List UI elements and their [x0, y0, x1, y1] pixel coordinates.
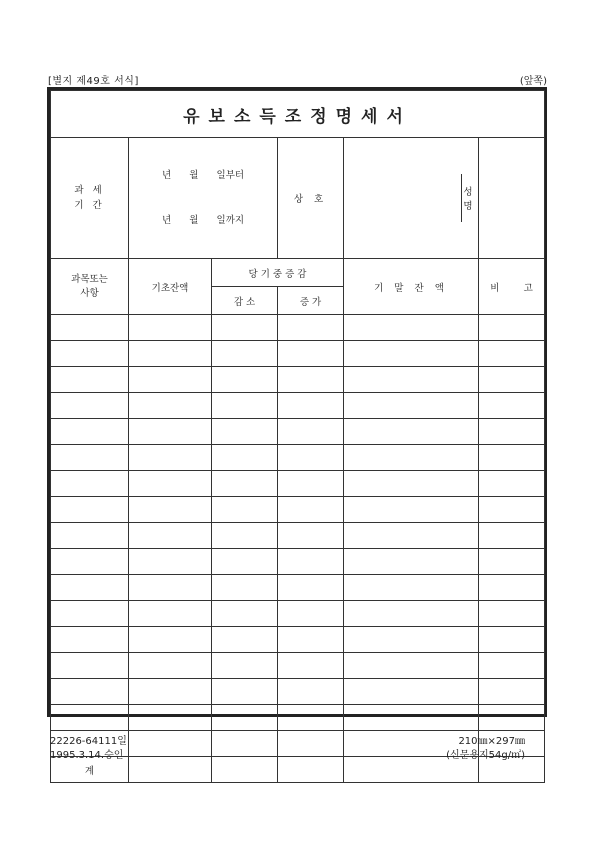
cell-increase[interactable]: [278, 341, 344, 367]
cell-closing[interactable]: [344, 653, 479, 679]
table-row: [51, 341, 545, 367]
cell-closing[interactable]: [344, 601, 479, 627]
cell-opening[interactable]: [129, 549, 212, 575]
cell-opening[interactable]: [129, 445, 212, 471]
cell-closing[interactable]: [344, 705, 479, 731]
cell-decrease[interactable]: [212, 471, 278, 497]
cell-decrease[interactable]: [212, 627, 278, 653]
cell-opening[interactable]: [129, 731, 212, 757]
cell-closing[interactable]: [344, 627, 479, 653]
cell-item[interactable]: [51, 601, 129, 627]
cell-opening[interactable]: [129, 341, 212, 367]
col-closing-header: 기 말 잔 액: [344, 259, 479, 315]
cell-increase[interactable]: [278, 419, 344, 445]
cell-closing[interactable]: [344, 471, 479, 497]
cell-opening[interactable]: [129, 315, 212, 341]
cell-opening[interactable]: [129, 679, 212, 705]
col-increase-header: 증 가: [278, 287, 344, 315]
cell-closing[interactable]: [344, 523, 479, 549]
table-row: [51, 393, 545, 419]
cell-closing[interactable]: [344, 315, 479, 341]
footer-right: [446, 735, 525, 763]
cell-closing[interactable]: [344, 497, 479, 523]
cell-item[interactable]: [51, 471, 129, 497]
cell-item[interactable]: [51, 315, 129, 341]
approval-date: 1995.3.14.승인: [50, 750, 124, 761]
cell-remarks[interactable]: [479, 653, 545, 679]
cell-increase[interactable]: [278, 627, 344, 653]
cell-opening[interactable]: [129, 653, 212, 679]
cell-item[interactable]: [51, 549, 129, 575]
table-row: [51, 653, 545, 679]
cell-increase[interactable]: [278, 315, 344, 341]
footer-left: [50, 735, 127, 763]
cell-closing[interactable]: [344, 549, 479, 575]
cell-opening[interactable]: [129, 523, 212, 549]
cell-item[interactable]: [51, 523, 129, 549]
table-row: [51, 315, 545, 341]
page-side-label: (앞쪽): [519, 76, 547, 87]
cell-remarks[interactable]: [479, 445, 545, 471]
cell-item[interactable]: [51, 653, 129, 679]
company-label: 상 호: [278, 138, 344, 259]
cell-remarks[interactable]: [479, 575, 545, 601]
cell-opening[interactable]: [129, 601, 212, 627]
total-opening[interactable]: [129, 757, 212, 783]
cell-closing[interactable]: [344, 679, 479, 705]
period-label: [51, 138, 129, 259]
cell-decrease[interactable]: [212, 315, 278, 341]
cell-remarks[interactable]: [479, 341, 545, 367]
cell-opening[interactable]: [129, 627, 212, 653]
table-row: [51, 471, 545, 497]
cell-item[interactable]: [51, 367, 129, 393]
name-value[interactable]: [479, 138, 545, 259]
cell-closing[interactable]: [344, 367, 479, 393]
cell-increase[interactable]: [278, 653, 344, 679]
cell-increase[interactable]: [278, 445, 344, 471]
col-opening-header: 기초잔액: [129, 259, 212, 315]
cell-decrease[interactable]: [212, 679, 278, 705]
cell-opening[interactable]: [129, 705, 212, 731]
paper-size: 210㎜×297㎜: [458, 736, 525, 747]
table-row: [51, 445, 545, 471]
cell-closing[interactable]: [344, 575, 479, 601]
table-row: [51, 497, 545, 523]
cell-opening[interactable]: [129, 419, 212, 445]
cell-increase[interactable]: [278, 497, 344, 523]
cell-increase[interactable]: [278, 679, 344, 705]
period-value: [129, 138, 278, 259]
cell-closing[interactable]: [344, 393, 479, 419]
cell-item[interactable]: [51, 497, 129, 523]
cell-increase[interactable]: [278, 367, 344, 393]
col-remarks-header: 비 고: [479, 259, 545, 315]
table-row: [51, 601, 545, 627]
total-increase[interactable]: [278, 757, 344, 783]
table-row: [51, 627, 545, 653]
cell-decrease[interactable]: [212, 497, 278, 523]
cell-remarks[interactable]: [479, 367, 545, 393]
table-row: [51, 705, 545, 731]
cell-decrease[interactable]: [212, 341, 278, 367]
table-row: [51, 575, 545, 601]
cell-remarks[interactable]: [479, 393, 545, 419]
name-label: 성 명: [463, 187, 477, 212]
company-value[interactable]: [344, 174, 462, 222]
table-row: [51, 549, 545, 575]
cell-decrease[interactable]: [212, 575, 278, 601]
cell-decrease[interactable]: [212, 419, 278, 445]
period-label-line2: 기 간: [74, 200, 105, 211]
cell-increase[interactable]: [278, 575, 344, 601]
period-label-line1: 과 세: [74, 185, 105, 196]
cell-item[interactable]: [51, 445, 129, 471]
paper-type: (신문용지54g/㎡): [446, 750, 525, 761]
col-change-header: 당 기 중 증 감: [212, 259, 344, 287]
table-row: [51, 679, 545, 705]
cell-decrease[interactable]: [212, 653, 278, 679]
cell-item[interactable]: [51, 393, 129, 419]
cell-item[interactable]: [51, 575, 129, 601]
table-row: [51, 523, 545, 549]
cell-closing[interactable]: [344, 445, 479, 471]
period-to: 년 월 일까지: [161, 215, 245, 226]
cell-item[interactable]: [51, 419, 129, 445]
cell-opening[interactable]: [129, 575, 212, 601]
cell-increase[interactable]: [278, 705, 344, 731]
form-number: [별지 제49호 서식]: [48, 76, 139, 87]
cell-remarks[interactable]: [479, 549, 545, 575]
cell-remarks[interactable]: [479, 497, 545, 523]
cell-decrease[interactable]: [212, 705, 278, 731]
cell-item[interactable]: [51, 341, 129, 367]
cell-decrease[interactable]: [212, 731, 278, 757]
cell-increase[interactable]: [278, 601, 344, 627]
cell-opening[interactable]: [129, 471, 212, 497]
cell-decrease[interactable]: [212, 523, 278, 549]
form-code: 22226-64111일: [50, 736, 127, 747]
total-decrease[interactable]: [212, 757, 278, 783]
cell-decrease[interactable]: [212, 549, 278, 575]
cell-opening[interactable]: [129, 497, 212, 523]
cell-remarks[interactable]: [479, 705, 545, 731]
table-row: [51, 419, 545, 445]
cell-closing[interactable]: [344, 419, 479, 445]
cell-increase[interactable]: [278, 393, 344, 419]
col-decrease-header: 감 소: [212, 287, 278, 315]
table-row: [51, 367, 545, 393]
adjustment-table: [50, 90, 545, 783]
cell-increase[interactable]: [278, 549, 344, 575]
cell-increase[interactable]: [278, 523, 344, 549]
cell-opening[interactable]: [129, 393, 212, 419]
cell-remarks[interactable]: [479, 627, 545, 653]
col-item-header: 과목또는 사항: [51, 259, 129, 315]
period-from: 년 월 일부터: [161, 170, 245, 181]
cell-remarks[interactable]: [479, 419, 545, 445]
cell-remarks[interactable]: [479, 601, 545, 627]
form-title: 유보소득조정명세서: [51, 91, 545, 138]
cell-increase[interactable]: [278, 471, 344, 497]
cell-remarks[interactable]: [479, 315, 545, 341]
cell-closing[interactable]: [344, 341, 479, 367]
cell-decrease[interactable]: [212, 445, 278, 471]
cell-increase[interactable]: [278, 731, 344, 757]
cell-opening[interactable]: [129, 367, 212, 393]
cell-decrease[interactable]: [212, 367, 278, 393]
cell-item[interactable]: [51, 627, 129, 653]
cell-item[interactable]: [51, 705, 129, 731]
cell-remarks[interactable]: [479, 679, 545, 705]
cell-decrease[interactable]: [212, 601, 278, 627]
cell-item[interactable]: [51, 679, 129, 705]
cell-remarks[interactable]: [479, 523, 545, 549]
cell-remarks[interactable]: [479, 471, 545, 497]
cell-decrease[interactable]: [212, 393, 278, 419]
total-label: 계: [51, 757, 129, 783]
